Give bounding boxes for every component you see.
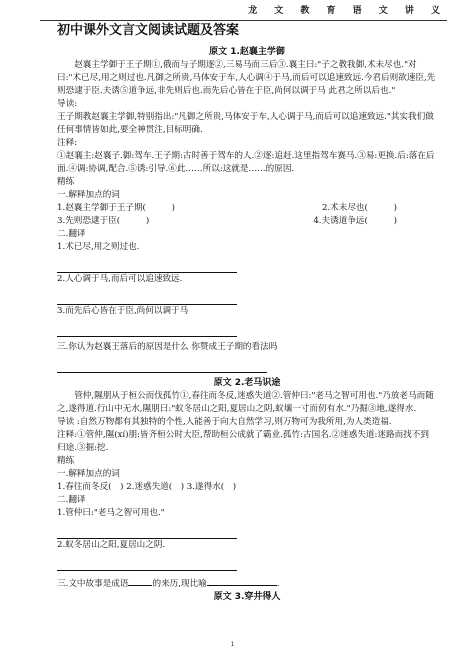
text1-q1-item-3: 3.先则恐逮于臣( ) [57,216,150,226]
answer-blank[interactable] [207,575,277,586]
page-number: 1 [230,641,235,648]
text2-q2-item-1: 1.管仲曰:"老马之智可用也." [57,508,165,518]
text2-q3 [57,575,437,591]
text1-q3: 三.你认为赵襄王落后的原因是什么 你赞成王子期的看法吗 [57,342,278,352]
answer-line[interactable] [57,520,237,539]
text1-notes-label: 注释: [57,138,78,148]
answer-line[interactable] [57,254,237,273]
text1-q2-item-3: 3.而先后心皆在于臣,尚何以调于马 [57,306,189,316]
text1-heading: 原文 1.赵襄主学御 [209,47,285,57]
text1-paragraph: 赵襄主学御于王子期①,俄而与子期逐②,三易马而三后③.襄主曰:"子之教我御,术未尽也."对曰:"术已尽,用之则过也.凡御之所贵,马体安于车,人心调④于马,而后可以追速致远.今君后则欲速臣,先则恐逮于臣.夫诱⑤道争远,非先则后也.而先后心皆在于臣,尚何以调于马 此君之所以后也." [57,60,436,96]
text1-q1-item-4: 4.夫诱道争远( ) [313,216,397,226]
text2-practice: 精练 [57,456,75,466]
text1-guide-label: 导读: [57,99,78,109]
text1-q2-item-2: 2.人心调于马,而后可以追速致远. [57,274,183,284]
text2-q1-items: 1.春往而冬反( ) 2.迷惑失道( ) 3.遂得水( ) [57,482,237,492]
answer-line[interactable] [57,354,267,373]
answer-line[interactable] [57,286,237,305]
page-header [40,4,447,21]
text1-practice: 精练 [57,177,75,187]
text3-heading: 原文 3.穿井得人 [213,592,281,602]
page-title: 初中课外文言文阅读试题及答案 [57,23,240,38]
text2-notes: 注释:①管仲,隰(xí)朋:皆齐桓公时大臣,帮助桓公成就了霸业.孤竹:古国名.②迷惑失道:迷路而找不到归途.③掘:挖. [57,430,429,453]
text2-guide: 导读 :自然万物都有其独特的个性,人能善于向大自然学习,则万物可为我所用,为人类造福. [57,417,392,427]
text1-q2-item-1: 1.术已尽,用之则过也. [57,242,140,252]
answer-line[interactable] [57,318,237,337]
content [57,46,437,604]
text2-q1: 一.解释加点的词 [57,469,120,479]
text1-notes: ①赵襄主:赵襄子.御:驾车.王子期:古时善于驾车的人.②逐:追赶.这里指驾车赛马.③易:更换.后:落在后面.④调:协调,配合.⑤诱:引导.⑥此……所以:这就是……的原因. [57,151,435,174]
text2-q3-part-a: 三.文中故事是成语 [57,579,129,589]
text2-heading: 原文 2.老马识途 [213,378,281,388]
text1-q1-item-1: 1.赵襄主学御于王子期( ) [57,203,176,213]
text1-q2: 二.翻译 [57,229,86,239]
text2-q3-part-c: . [276,579,280,589]
text2-q2: 二.翻译 [57,495,86,505]
header-text: 龙 文 教 育 语 文 讲 义 [248,6,447,16]
text2-q3-part-b: 的来历,现比喻 [152,579,207,589]
text1-q1-item-2: 2.术未尽也( ) [321,203,397,213]
text1-q1: 一.解释加点的词 [57,190,120,200]
text2-q2-item-2: 2.蚁冬居山之阳,夏居山之阴. [57,540,166,550]
text1-q1-row-1 [57,202,437,215]
answer-line[interactable] [57,552,237,571]
text1-q1-row-2 [57,215,437,228]
text1-guide: 王子期教赵襄主学御,特别指出:"凡御之所贵,马体安于车,人心调于马,而后可以追速致远."其实我们做任何事情皆如此,要全神贯注,目标明确. [57,112,434,135]
answer-blank[interactable] [128,575,152,586]
text2-paragraph: 管仲,隰朋从于桓公而伐孤竹①,春往而冬反,迷惑失道②.管仲曰:"老马之智可用也."乃放老马而随之,遂得道.行山中无水,隰朋曰:"蚁冬居山之阳,夏居山之阴,蚁壤一寸而仞有水."乃掘③地,遂得水. [57,391,434,414]
